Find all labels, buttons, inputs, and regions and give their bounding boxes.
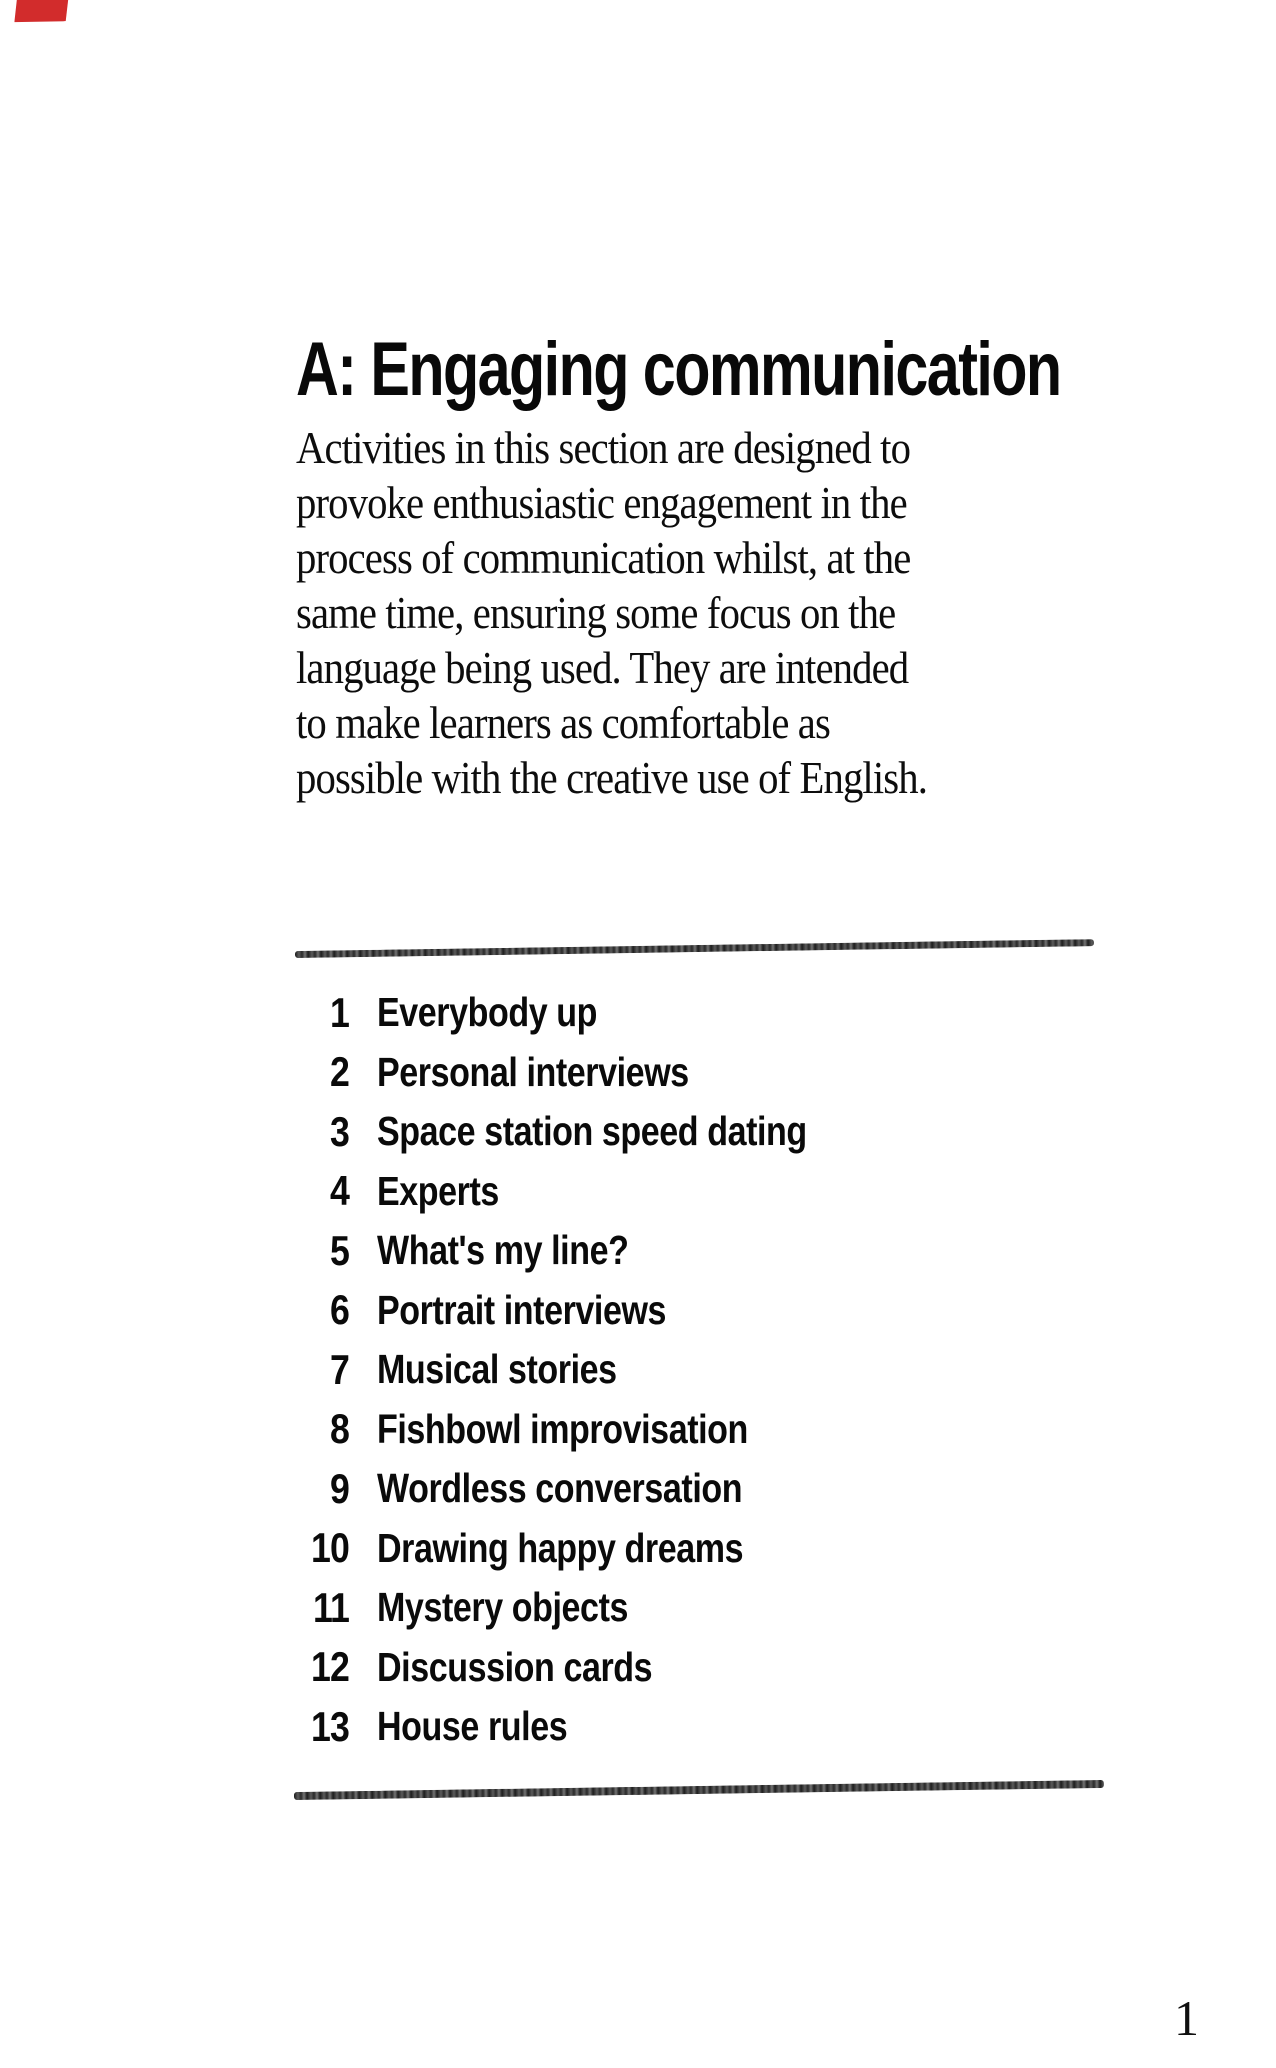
toc-item-title: Fishbowl improvisation [377, 1405, 748, 1452]
toc-item [296, 1697, 895, 1757]
intro-line: possible with the creative use of English. [296, 752, 928, 803]
toc-item-title: House rules [377, 1703, 568, 1750]
toc-item-number: 13 [310, 1702, 349, 1750]
toc-item-title: Everybody up [377, 989, 598, 1036]
red-scan-artifact [11, 0, 72, 27]
toc-item-title: Mystery objects [377, 1584, 628, 1631]
toc-item-number: 3 [329, 1107, 349, 1155]
intro-line: to make learners as comfortable as [296, 697, 830, 748]
toc-item [296, 1043, 895, 1103]
toc-item-number: 12 [310, 1643, 349, 1691]
divider-rule-bottom [294, 1780, 1104, 1800]
toc-item [296, 1162, 895, 1222]
toc-item-title: Personal interviews [377, 1048, 689, 1095]
toc-item [296, 1281, 895, 1341]
intro-line: language being used. They are intended [296, 642, 909, 693]
intro-paragraph [296, 420, 927, 805]
toc-item [296, 983, 895, 1043]
toc-item-title: Portrait interviews [377, 1286, 667, 1333]
toc-item-title: Discussion cards [377, 1643, 653, 1690]
toc-item-number: 1 [329, 988, 349, 1036]
toc-item [296, 1221, 895, 1281]
toc-item-number: 8 [329, 1405, 349, 1453]
contents-list [296, 983, 895, 1757]
toc-item-title: Experts [377, 1167, 499, 1214]
toc-item [296, 1400, 895, 1460]
intro-line: provoke enthusiastic engagement in the [296, 477, 907, 528]
intro-line: same time, ensuring some focus on the [296, 587, 896, 638]
divider-rule-top [295, 939, 1094, 958]
toc-item-title: Musical stories [377, 1346, 617, 1393]
toc-item-number: 2 [329, 1048, 349, 1096]
toc-item-title: Drawing happy dreams [377, 1524, 744, 1571]
intro-line: Activities in this section are designed to [296, 422, 911, 473]
page-number: 1 [1174, 1990, 1199, 2046]
intro-line: process of communication whilst, at the [296, 532, 911, 583]
toc-item [296, 1459, 895, 1519]
toc-item-title: Space station speed dating [377, 1108, 807, 1155]
toc-item [296, 1578, 895, 1638]
toc-item-number: 4 [329, 1167, 349, 1215]
toc-item-number: 9 [329, 1464, 349, 1512]
toc-item-number: 11 [312, 1583, 349, 1631]
toc-item-title: What's my line? [377, 1227, 629, 1274]
toc-item-title: Wordless conversation [377, 1465, 743, 1512]
toc-item-number: 6 [329, 1286, 349, 1334]
toc-item [296, 1519, 895, 1579]
toc-item [296, 1102, 895, 1162]
toc-item [296, 1340, 895, 1400]
section-title: A: Engaging communication [296, 326, 1061, 412]
toc-item-number: 5 [329, 1226, 349, 1274]
toc-item-number: 10 [310, 1524, 349, 1572]
toc-item-number: 7 [329, 1345, 349, 1393]
toc-item [296, 1638, 895, 1698]
